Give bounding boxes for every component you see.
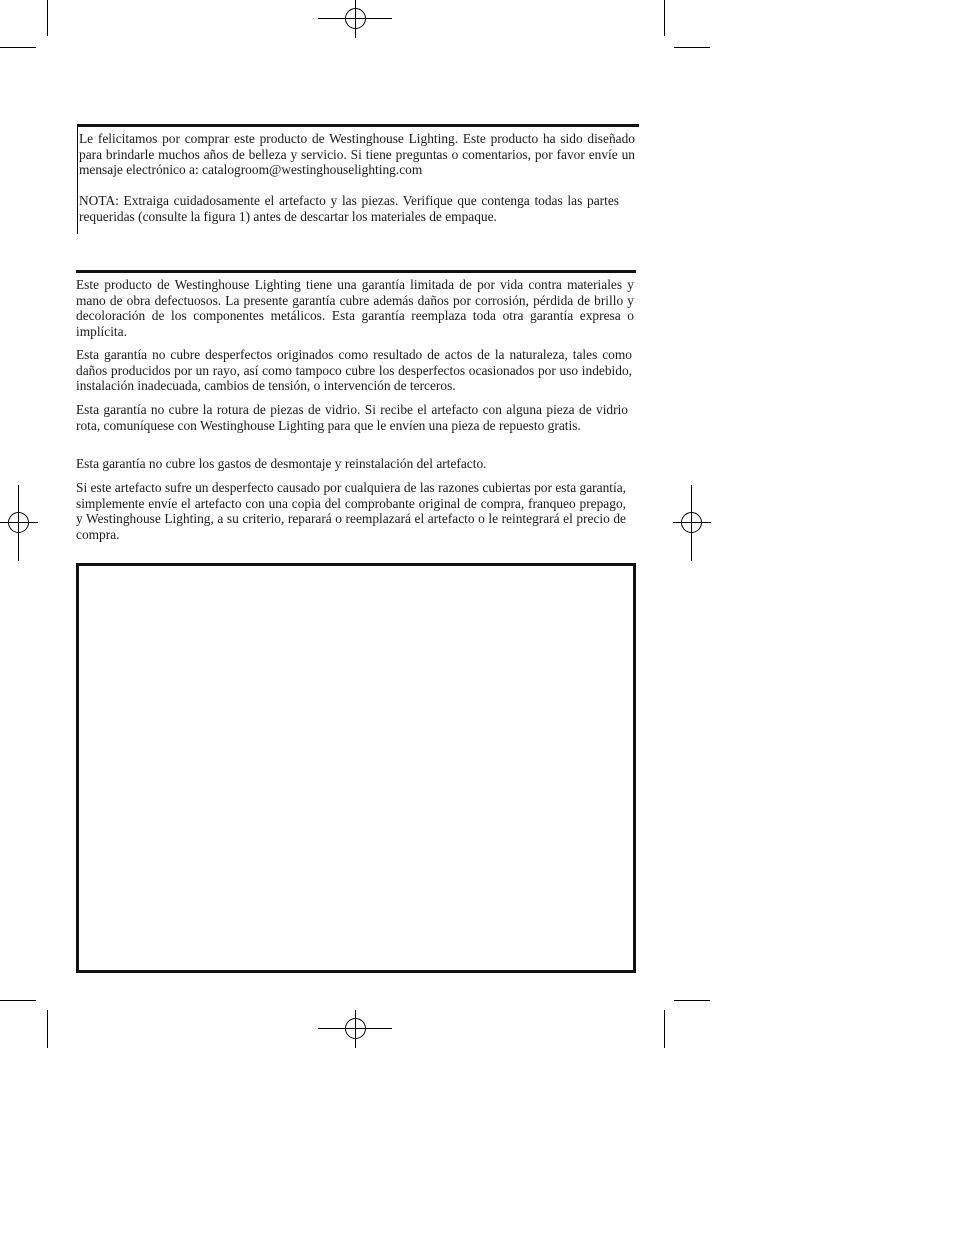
intro-top-rule: [77, 124, 639, 127]
note-text: Extraiga cuidadosamente el artefacto y las piezas. Verifique que contenga todas las partes requeridas (consulte la figura 1) antes de descartar los materiales de empaque.: [79, 193, 619, 224]
warranty-paragraph-3: Esta garantía no cubre la rotura de piezas de vidrio. Si recibe el artefacto con alguna pieza de vidrio rota, comuníquese con Westinghouse Lighting para que le envíen una pieza de repuesto gratis.: [76, 402, 628, 433]
crop-mark-bottom-left-v: [47, 1010, 48, 1048]
warranty-paragraph-1: Este producto de Westinghouse Lighting tiene una garantía limitada de por vida contra materiales y mano de obra defectuosos. La presente garantía cubre además daños por corrosión, pérdida de brillo y decoloración de los componentes metálicos. Esta garantía reemplaza toda otra garantía expresa o implícita.: [76, 277, 634, 339]
warranty-paragraph-4: Esta garantía no cubre los gastos de desmontaje y reinstalación del artefacto.: [76, 456, 487, 471]
warranty-paragraph-5: Si este artefacto sufre un desperfecto causado por cualquiera de las razones cubiertas por esta garantía, simplemente envíe el artefacto con una copia del comprobante original de compra, franqueo prepago, y Westinghouse Lighting, a su criterio, reparará o reemplazará el artefacto o le reintegrará el precio de compra.: [76, 480, 626, 542]
crop-mark-bottom-right-v: [664, 1010, 665, 1048]
intro-congratulations: Le felicitamos por comprar este producto de Westinghouse Lighting. Este producto ha sido diseñado para brindarle muchos años de belleza y servicio. Si tiene preguntas o comentarios, por favor envíe un mensaje electrónico a: catalogroom@westinghouselighting.com: [79, 131, 635, 178]
crop-mark-top-right-h: [674, 47, 710, 48]
intro-note: [79, 193, 619, 224]
crop-mark-bottom-right-h: [674, 1000, 710, 1001]
crop-mark-bottom-left-h: [0, 1000, 36, 1001]
empty-frame-box: [76, 563, 636, 973]
intro-left-rule: [77, 124, 78, 234]
crop-mark-top-left-h: [0, 47, 36, 48]
warranty-paragraph-2: Esta garantía no cubre desperfectos originados como resultado de actos de la naturaleza, tales como daños producidos por un rayo, así como tampoco cubre los desperfectos ocasionados por uso indebido, instalación inadecuada, cambios de tensión, o intervención de terceros.: [76, 347, 632, 394]
crop-mark-top-left-v: [47, 0, 48, 36]
note-label: NOTA:: [79, 193, 119, 208]
crop-mark-top-right-v: [664, 0, 665, 36]
warranty-top-rule: [76, 270, 636, 273]
